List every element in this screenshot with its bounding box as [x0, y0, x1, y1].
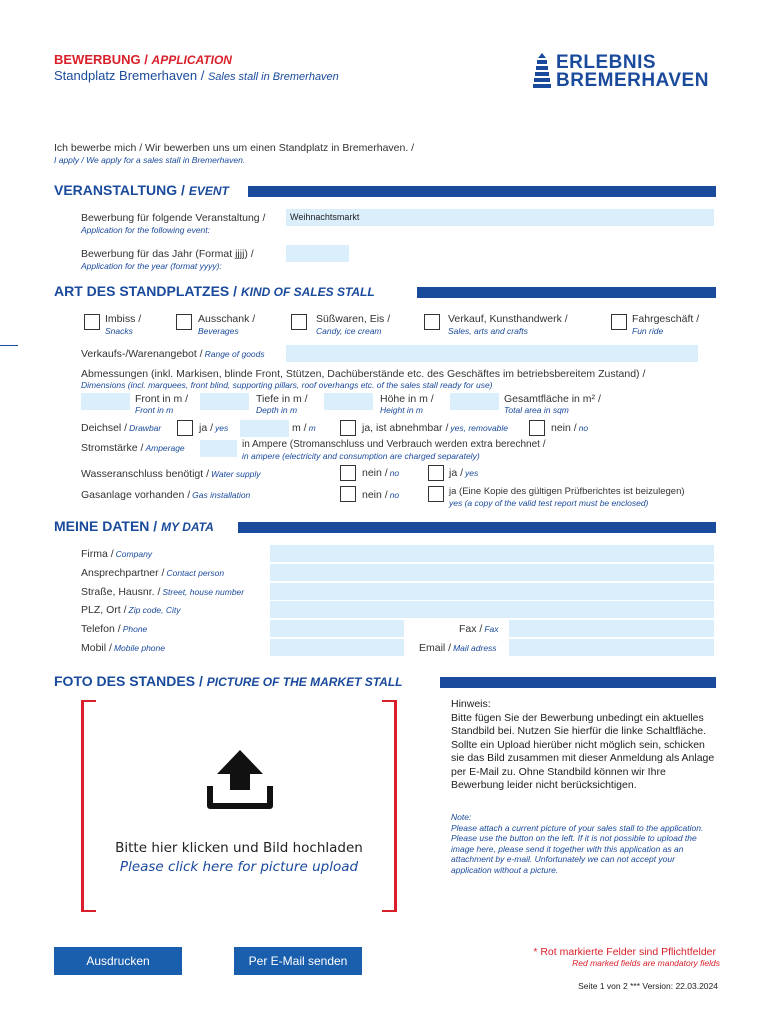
- zip-city-field[interactable]: [270, 601, 714, 618]
- upload-text-en: Please click here for picture upload: [119, 859, 359, 875]
- print-button[interactable]: Ausdrucken: [54, 947, 182, 975]
- contact-label: Ansprechpartner / Contact person: [81, 567, 225, 579]
- checkbox-water-yes[interactable]: [428, 465, 444, 481]
- corner-tl: [84, 700, 96, 702]
- section-event-title: VERANSTALTUNG / EVENT: [54, 182, 229, 198]
- event-label: Bewerbung für folgende Veranstaltung /: [81, 212, 266, 224]
- checkbox-crafts[interactable]: [424, 314, 440, 330]
- dims-label-en: Dimensions (incl. marquees, front blind, supporting pillars, roof overhangs etc. of the sales stall ready for use): [81, 380, 493, 390]
- title-en: APPLICATION: [151, 53, 232, 67]
- checkbox-drawbar-yes[interactable]: [177, 420, 193, 436]
- section-event-bar: [248, 186, 716, 197]
- water-label: Wasseranschluss benötigt / Water supply: [81, 468, 261, 480]
- area-label-en: Total area in sqm: [504, 405, 569, 415]
- mandatory-note-en: Red marked fields are mandatory fields: [572, 958, 720, 968]
- fax-label: Fax / Fax: [459, 623, 499, 635]
- email-field[interactable]: [509, 639, 714, 656]
- phone-label: Telefon / Phone: [81, 623, 148, 635]
- section-photo-title: FOTO DES STANDES / PICTURE OF THE MARKET STALL: [54, 673, 403, 689]
- logo: [532, 52, 722, 92]
- phone-field[interactable]: [270, 620, 404, 637]
- amperage-field[interactable]: [200, 440, 237, 457]
- margin-mark: [0, 345, 18, 346]
- upload-icon: [207, 748, 273, 810]
- event-label-en: Application for the following event:: [81, 225, 210, 235]
- event-field[interactable]: Weihnachtsmarkt: [286, 209, 714, 226]
- subtitle-de: Standplatz Bremerhaven: [54, 68, 198, 83]
- checkbox-gas-no[interactable]: [340, 486, 356, 502]
- fax-field[interactable]: [509, 620, 714, 637]
- corner-br: [382, 910, 394, 912]
- gas-no-label: nein / no: [362, 489, 400, 501]
- height-label-en: Height in m: [380, 405, 423, 415]
- type-snacks-label: Imbiss / Snacks: [105, 313, 142, 336]
- note-en-title: Note:: [451, 812, 472, 822]
- type-candy-label: Süßwaren, Eis / Candy, ice cream: [316, 313, 391, 336]
- checkbox-water-no[interactable]: [340, 465, 356, 481]
- section-photo-bar: [440, 677, 716, 688]
- area-label: Gesamtfläche in m² /: [504, 393, 601, 405]
- section-stall-title: ART DES STANDPLATZES / KIND OF SALES STALL: [54, 283, 375, 299]
- header-subtitle: Standplatz Bremerhaven / Sales stall in Bremerhaven: [54, 68, 339, 83]
- height-field[interactable]: [324, 393, 373, 410]
- goods-label: Verkaufs-/Warenangebot / Range of goods: [81, 348, 265, 360]
- gas-yes-label-en: yes (a copy of the valid test report must be enclosed): [449, 498, 649, 508]
- height-label: Höhe in m /: [380, 393, 434, 405]
- email-label: Email / Mail adress: [419, 642, 497, 654]
- checkbox-gas-yes[interactable]: [428, 486, 444, 502]
- checkbox-funride[interactable]: [611, 314, 627, 330]
- note-de-title: Hinweis:: [451, 698, 491, 710]
- header-title: BEWERBUNG / APPLICATION: [54, 52, 232, 67]
- drawbar-no-label: nein / no: [551, 422, 589, 434]
- note-de-text: Bitte fügen Sie der Bewerbung unbedingt ein aktuelles Standbild bei. Nutzen Sie hierfür die linke Schaltfläche. Sollte ein Upload hierüber nicht möglich sein, schicken sie das Bild zusammen mit dieser Anmeldung als Anlage per E-Mail zu. Ohne Standbild können wir Ihre Bewerbung leider nicht berücksichtigen.: [451, 711, 715, 791]
- corner-bl: [84, 910, 96, 912]
- corner-tr: [382, 700, 394, 702]
- year-label: Bewerbung für das Jahr (Format jjjj) /: [81, 248, 254, 260]
- water-no-label: nein / no: [362, 467, 400, 479]
- street-label: Straße, Hausnr. / Street, house number: [81, 586, 245, 598]
- checkbox-drawbar-no[interactable]: [529, 420, 545, 436]
- logo-line2: BREMERHAVEN: [556, 70, 709, 91]
- checkbox-candy[interactable]: [291, 314, 307, 330]
- note-de: [451, 698, 717, 793]
- section-mydata-title: MEINE DATEN / MY DATA: [54, 518, 214, 534]
- goods-field[interactable]: [286, 345, 698, 362]
- ampere-info: in Ampere (Stromanschluss und Verbrauch werden extra berechnet /: [242, 439, 546, 450]
- contact-field[interactable]: [270, 564, 714, 581]
- gas-label: Gasanlage vorhanden / Gas installation: [81, 489, 251, 501]
- front-label: Front in m /: [135, 393, 189, 405]
- street-field[interactable]: [270, 583, 714, 600]
- type-beverages-label: Ausschank / Beverages: [198, 313, 256, 336]
- year-label-en: Application for the year (format yyyy):: [81, 261, 222, 271]
- year-field[interactable]: [286, 245, 349, 262]
- company-field[interactable]: [270, 545, 714, 562]
- note-en: [451, 812, 717, 875]
- drawbar-m-label: m / m: [292, 422, 316, 434]
- section-stall-bar: [417, 287, 716, 298]
- front-field[interactable]: [81, 393, 130, 410]
- logo-line1: ERLEBNIS: [556, 52, 657, 73]
- gas-yes-label: ja (Eine Kopie des gültigen Prüfberichtes ist beizulegen): [449, 486, 685, 497]
- depth-label: Tiefe in m /: [256, 393, 308, 405]
- note-en-text: Please attach a current picture of your sales stall to the application. Please use the button on the left. If it is not possible to upload the image here, please send it together with this application as an attachment by e-mail. Unfortunately we can not accept your application without a picture.: [451, 822, 704, 875]
- mobile-field[interactable]: [270, 639, 404, 656]
- section-mydata-bar: [238, 522, 716, 533]
- water-yes-label: ja / yes: [449, 467, 479, 479]
- lighthouse-icon: [532, 52, 552, 90]
- area-field[interactable]: [450, 393, 499, 410]
- checkbox-drawbar-removable[interactable]: [340, 420, 356, 436]
- front-label-en: Front in m: [135, 405, 174, 415]
- drawbar-yes-label: ja / yes: [199, 422, 229, 434]
- checkbox-beverages[interactable]: [176, 314, 192, 330]
- subtitle-en: Sales stall in Bremerhaven: [207, 71, 339, 83]
- intro-de: Ich bewerbe mich / Wir bewerben uns um einen Standplatz in Bremerhaven. /: [54, 142, 415, 154]
- drawbar-removable-label: ja, ist abnehmbar / yes, removable: [362, 422, 509, 434]
- dims-label: Abmessungen (inkl. Markisen, blinde Front, Stützen, Dachüberstände etc. des Geschäftes im betriebsbereitem Zustand) /: [81, 368, 646, 380]
- type-funride-label: Fahrgeschäft / Fun ride: [632, 313, 700, 336]
- depth-field[interactable]: [200, 393, 249, 410]
- zip-city-label: PLZ, Ort / Zip code, City: [81, 604, 181, 616]
- type-crafts-label: Verkauf, Kunsthandwerk / Sales, arts and crafts: [448, 313, 568, 336]
- photo-upload-area[interactable]: [81, 700, 397, 912]
- title-de: BEWERBUNG: [54, 52, 141, 67]
- depth-label-en: Depth in m: [256, 405, 298, 415]
- page-info: Seite 1 von 2 *** Version: 22.03.2024: [578, 981, 718, 991]
- company-label: Firma / Company: [81, 548, 153, 560]
- checkbox-snacks[interactable]: [84, 314, 100, 330]
- upload-text-de: Bitte hier klicken und Bild hochladen: [115, 840, 363, 856]
- drawbar-label: Deichsel / Drawbar: [81, 422, 162, 434]
- drawbar-length-field[interactable]: [240, 420, 289, 437]
- ampere-info-en: in ampere (electricity and consumption are charged separately): [242, 451, 480, 461]
- mandatory-note-de: * Rot markierte Felder sind Pflichtfelder: [533, 946, 716, 958]
- intro-en: I apply / We apply for a sales stall in Bremerhaven.: [54, 155, 246, 165]
- mobile-label: Mobil / Mobile phone: [81, 642, 165, 654]
- amperage-label: Stromstärke / Amperage: [81, 442, 185, 454]
- email-send-button[interactable]: Per E-Mail senden: [234, 947, 362, 975]
